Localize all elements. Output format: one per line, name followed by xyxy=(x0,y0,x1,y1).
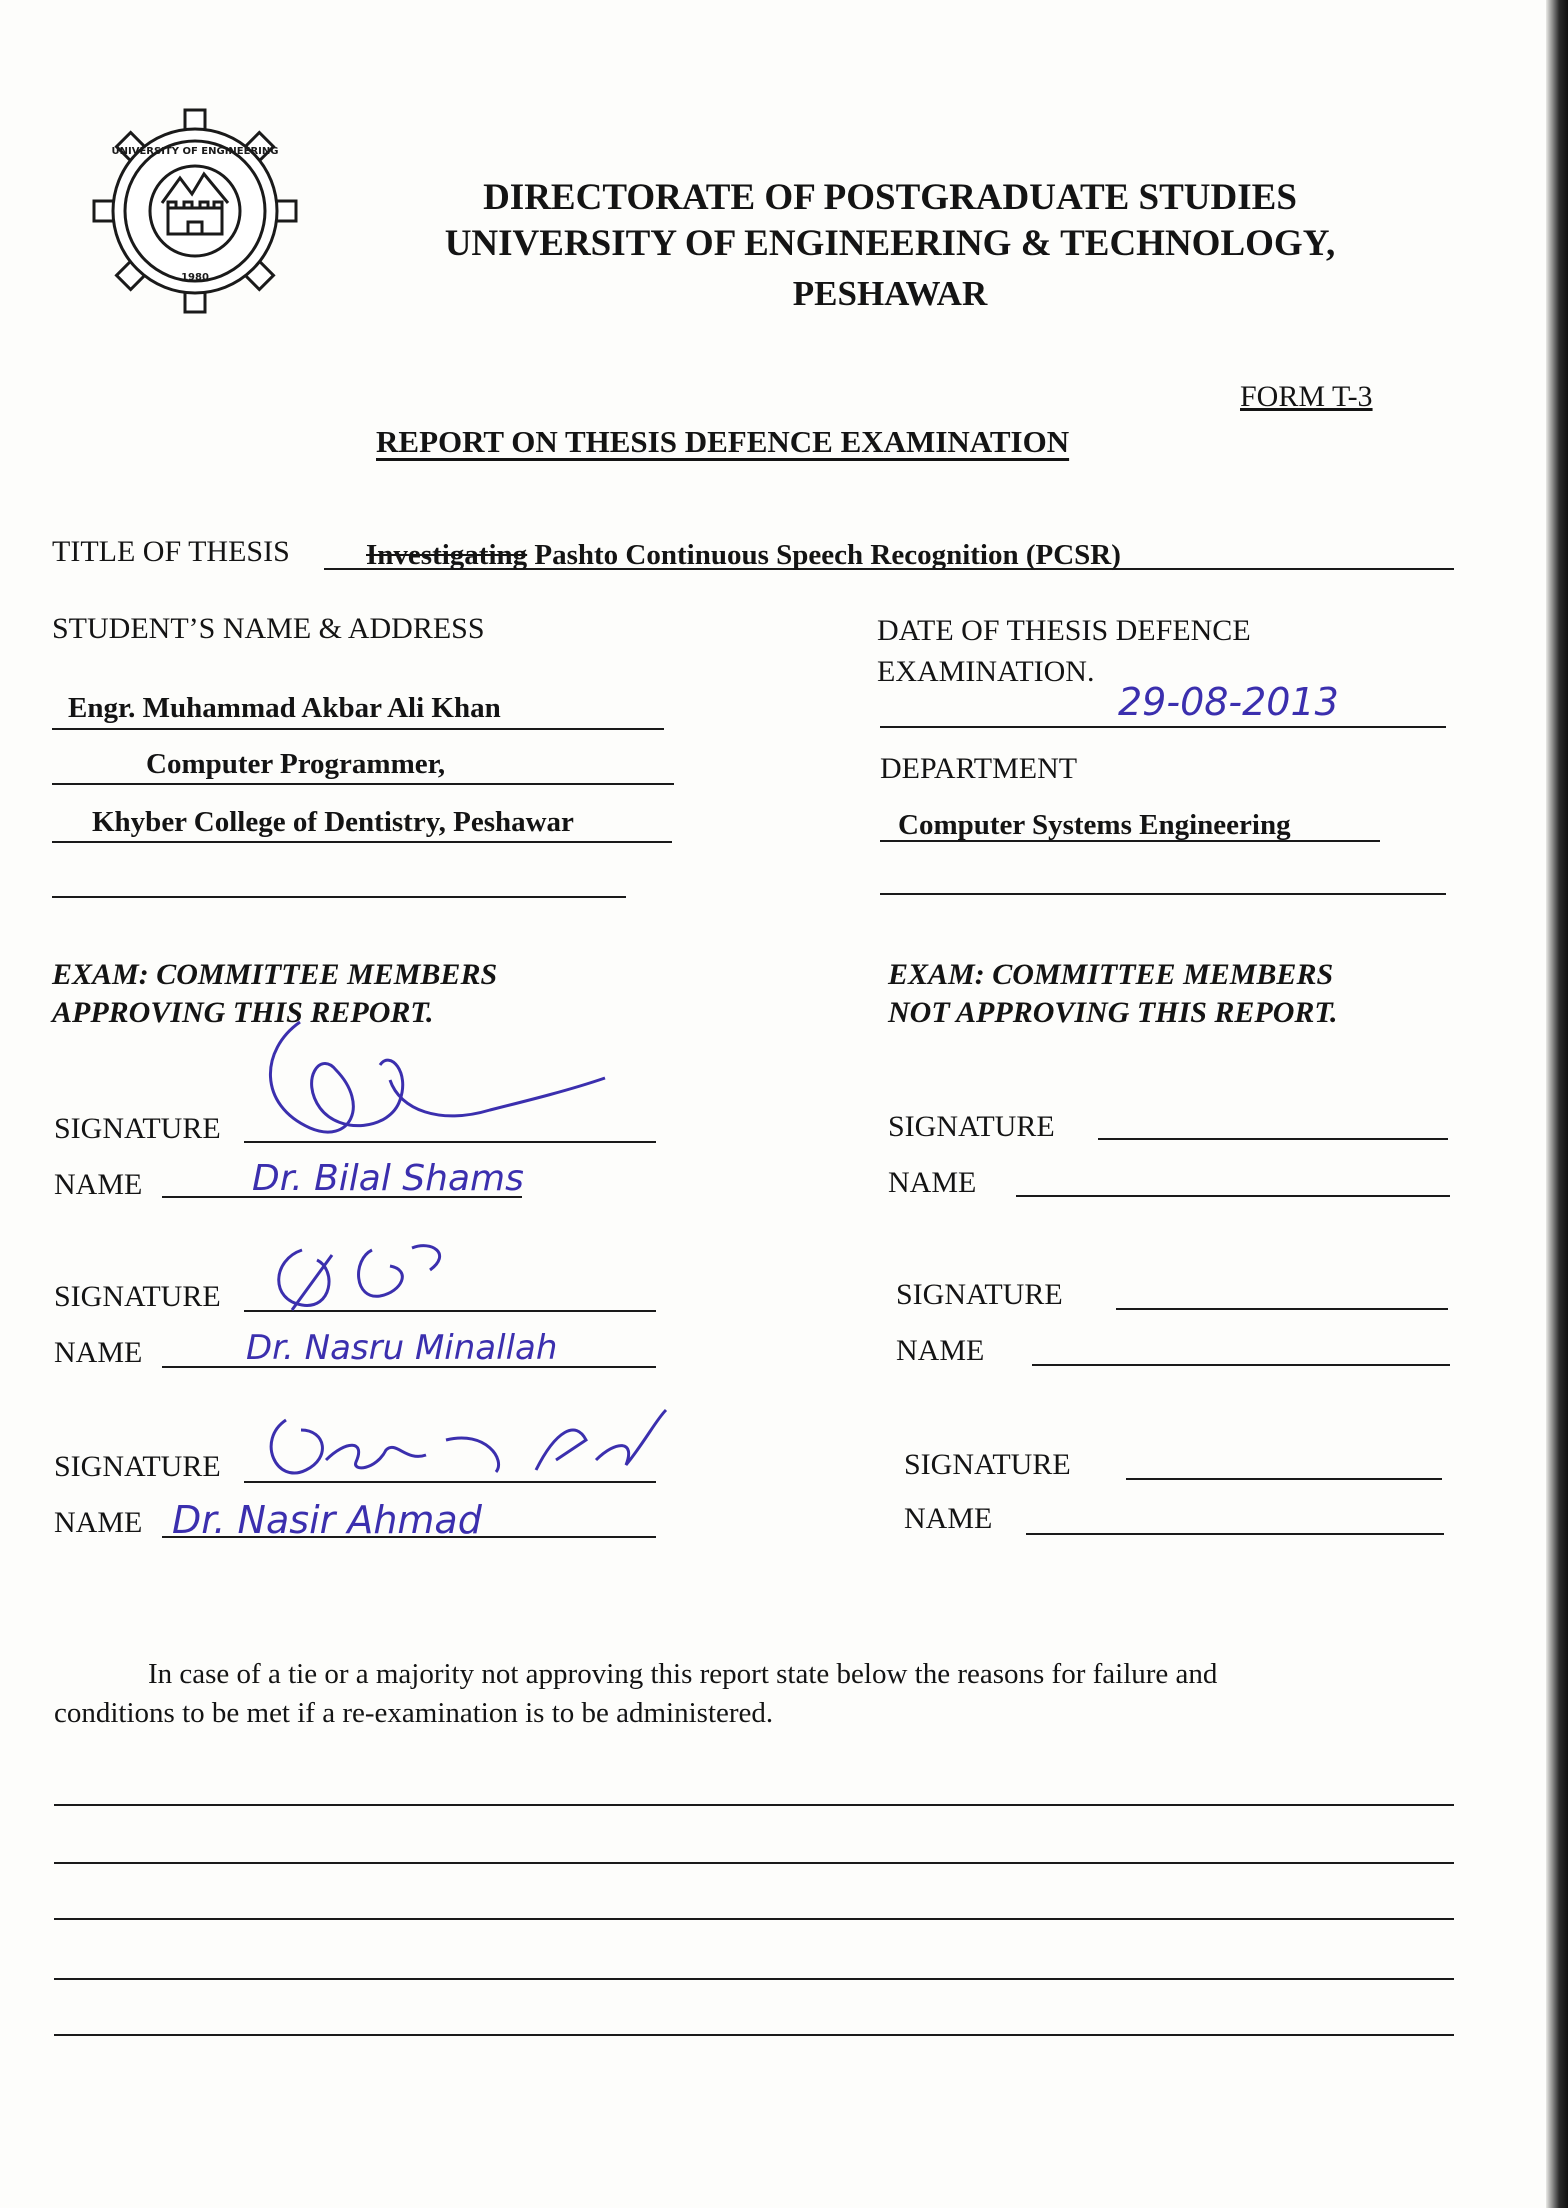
student-address: Khyber College of Dentistry, Peshawar xyxy=(92,806,574,838)
not-approving-3-name-line xyxy=(1026,1533,1444,1535)
report-title: REPORT ON THESIS DEFENCE EXAMINATION xyxy=(376,424,1070,459)
header-line-1: DIRECTORATE OF POSTGRADUATE STUDIES xyxy=(483,177,1297,218)
not-approving-2-name-line xyxy=(1032,1364,1450,1366)
approving-2-name-label: NAME xyxy=(54,1336,143,1369)
thesis-title-value xyxy=(366,539,1121,572)
not-approving-3-name-label: NAME xyxy=(904,1502,993,1535)
student-name: Engr. Muhammad Akbar Ali Khan xyxy=(68,692,501,724)
not-approving-2-signature-line xyxy=(1116,1308,1448,1310)
tie-note-line-1: In case of a tie or a majority not approving this report state below the reasons for failure and xyxy=(148,1658,1218,1690)
department-value: Computer Systems Engineering xyxy=(898,809,1291,841)
student-line-2 xyxy=(52,783,674,785)
not-approving-2-name-label: NAME xyxy=(896,1334,985,1367)
student-line-3 xyxy=(52,841,672,843)
defence-date-label-1: DATE OF THESIS DEFENCE xyxy=(877,614,1251,647)
not-approving-3-signature-label: SIGNATURE xyxy=(904,1448,1071,1481)
reason-line-4[interactable] xyxy=(54,1978,1454,1980)
defence-date-label-2: EXAMINATION. xyxy=(877,655,1095,688)
not-approving-1-signature-line xyxy=(1098,1138,1448,1140)
approving-3-name-label: NAME xyxy=(54,1506,143,1539)
approving-1-signature-image xyxy=(240,1010,620,1160)
tie-note-line-2: conditions to be met if a re-examination is to be administered. xyxy=(54,1697,774,1729)
not-approving-heading-2: NOT APPROVING THIS REPORT. xyxy=(888,996,1338,1029)
not-approving-3-signature-line xyxy=(1126,1478,1442,1480)
approving-heading-2: APPROVING THIS REPORT. xyxy=(52,996,434,1029)
approving-1-name: Dr. Bilal Shams xyxy=(252,1158,524,1199)
student-position: Computer Programmer, xyxy=(146,748,446,780)
student-line-1 xyxy=(52,728,664,730)
svg-text:1980: 1980 xyxy=(181,272,209,283)
not-approving-1-name-line xyxy=(1016,1195,1450,1197)
scan-edge xyxy=(1546,0,1568,2208)
not-approving-1-signature-label: SIGNATURE xyxy=(888,1110,1055,1143)
student-line-4 xyxy=(52,896,626,898)
student-label: STUDENT’S NAME & ADDRESS xyxy=(52,612,485,645)
approving-2-name: Dr. Nasru Minallah xyxy=(246,1328,558,1368)
approving-2-signature-image xyxy=(262,1230,482,1320)
department-line-2 xyxy=(880,893,1446,895)
approving-2-signature-label: SIGNATURE xyxy=(54,1280,221,1313)
thesis-title-label: TITLE OF THESIS xyxy=(52,535,290,568)
not-approving-2-signature-label: SIGNATURE xyxy=(896,1278,1063,1311)
reason-line-2[interactable] xyxy=(54,1862,1454,1864)
approving-3-name: Dr. Nasir Ahmad xyxy=(172,1498,482,1542)
approving-3-signature-label: SIGNATURE xyxy=(54,1450,221,1483)
approving-1-signature-label: SIGNATURE xyxy=(54,1112,221,1145)
defence-date-line xyxy=(880,726,1446,728)
defence-date-value: 29-08-2013 xyxy=(1118,680,1339,724)
svg-text:UNIVERSITY OF ENGINEERING: UNIVERSITY OF ENGINEERING xyxy=(111,146,279,157)
thesis-title-text: Pashto Continuous Speech Recognition (PCSR) xyxy=(534,539,1121,571)
reason-line-5[interactable] xyxy=(54,2034,1454,2036)
not-approving-1-name-label: NAME xyxy=(888,1166,977,1199)
form-number: FORM T-3 xyxy=(1240,380,1373,413)
department-label: DEPARTMENT xyxy=(880,752,1078,785)
header-line-2: UNIVERSITY OF ENGINEERING & TECHNOLOGY, xyxy=(444,223,1336,264)
reason-line-3[interactable] xyxy=(54,1918,1454,1920)
approving-1-name-label: NAME xyxy=(54,1168,143,1201)
university-gear-seal-icon xyxy=(92,108,298,314)
approving-heading-1: EXAM: COMMITTEE MEMBERS xyxy=(52,958,498,991)
thesis-title-struck-word: Investigating xyxy=(366,539,528,571)
approving-3-signature-image xyxy=(256,1400,676,1490)
reason-line-1[interactable] xyxy=(54,1804,1454,1806)
department-line xyxy=(880,840,1380,842)
header-line-3: PESHAWAR xyxy=(792,274,988,313)
not-approving-heading-1: EXAM: COMMITTEE MEMBERS xyxy=(888,958,1334,991)
